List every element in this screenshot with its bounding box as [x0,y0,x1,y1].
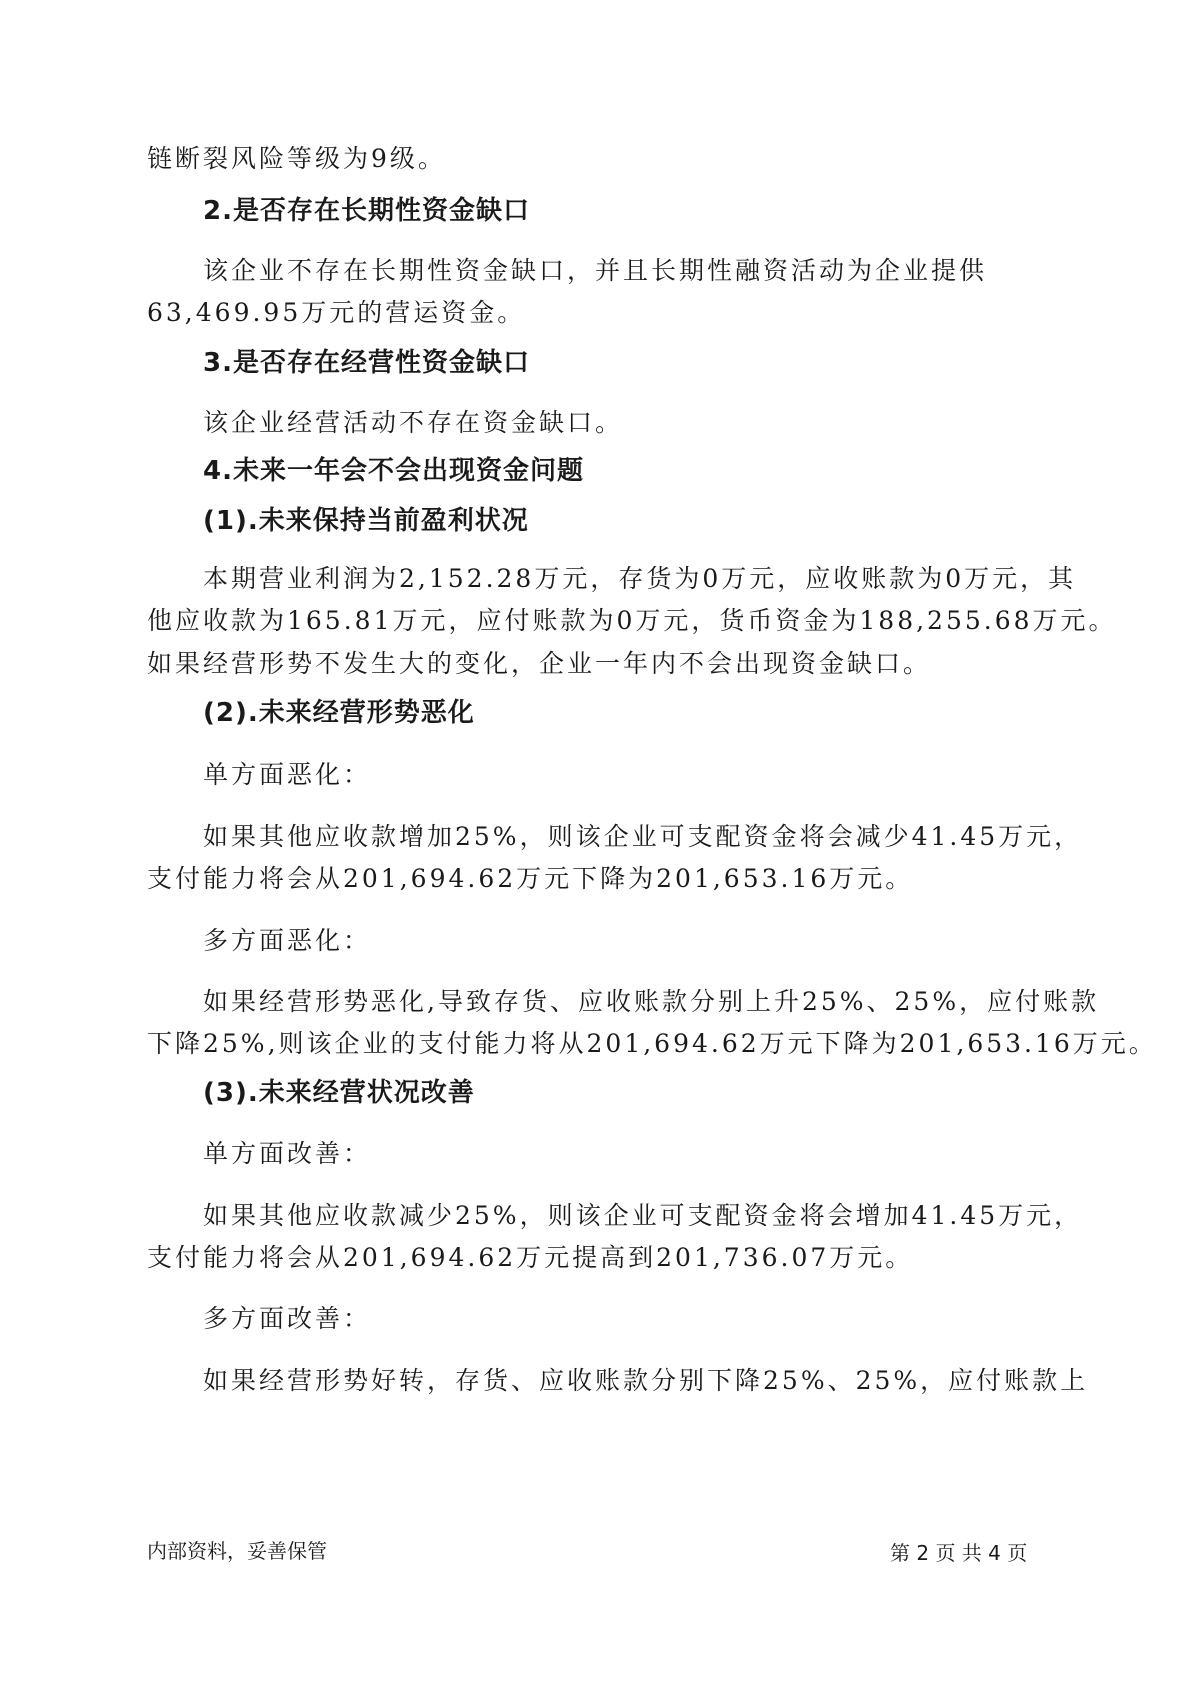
paragraph-line: 支付能力将会从201,694.62万元下降为201,653.16万元。 [147,864,914,893]
subsection-heading-4-1: (1).未来保持当前盈利状况 [203,506,529,536]
paragraph-line: 单方面恶化： [203,760,372,789]
paragraph-line: 他应收款为165.81万元，应付账款为0万元，货币资金为188,255.68万元。 [147,606,1117,635]
section-heading-4: 4.未来一年会不会出现资金问题 [203,456,584,486]
paragraph-line: 63,469.95万元的营运资金。 [147,298,526,327]
subsection-heading-4-3: (3).未来经营状况改善 [203,1078,475,1108]
paragraph-line: 下降25%,则该企业的支付能力将从201,694.62万元下降为201,653.16万元。 [147,1029,1157,1058]
footer-page-number: 第 2 页 共 4 页 [890,1541,1028,1565]
paragraph-line: 如果其他应收款减少25%，则该企业可支配资金将会增加41.45万元， [203,1201,1083,1230]
footer-confidential-note: 内部资料，妥善保管 [147,1539,327,1563]
section-heading-3: 3.是否存在经营性资金缺口 [203,348,530,378]
paragraph-line: 单方面改善： [203,1139,372,1168]
section-heading-2: 2.是否存在长期性资金缺口 [203,196,530,226]
paragraph-line: 支付能力将会从201,694.62万元提高到201,736.07万元。 [147,1243,914,1272]
subsection-heading-4-2: (2).未来经营形势恶化 [203,698,475,728]
paragraph-line: 如果经营形势恶化,导致存货、应收账款分别上升25%、25%，应付账款 [203,987,1100,1016]
paragraph-line: 多方面改善： [203,1304,372,1333]
paragraph-line: 如果其他应收款增加25%，则该企业可支配资金将会减少41.45万元， [203,822,1083,851]
paragraph-line: 如果经营形势好转，存货、应收账款分别下降25%、25%，应付账款上 [203,1366,1089,1395]
paragraph-line: 该企业经营活动不存在资金缺口。 [203,408,624,437]
paragraph-line: 链断裂风险等级为9级。 [147,144,446,173]
paragraph-line: 如果经营形势不发生大的变化，企业一年内不会出现资金缺口。 [147,649,932,678]
paragraph-line: 多方面恶化： [203,926,372,955]
paragraph-line: 该企业不存在长期性资金缺口，并且长期性融资活动为企业提供 [203,256,988,285]
paragraph-line: 本期营业利润为2,152.28万元，存货为0万元，应收账款为0万元，其 [203,564,1077,593]
